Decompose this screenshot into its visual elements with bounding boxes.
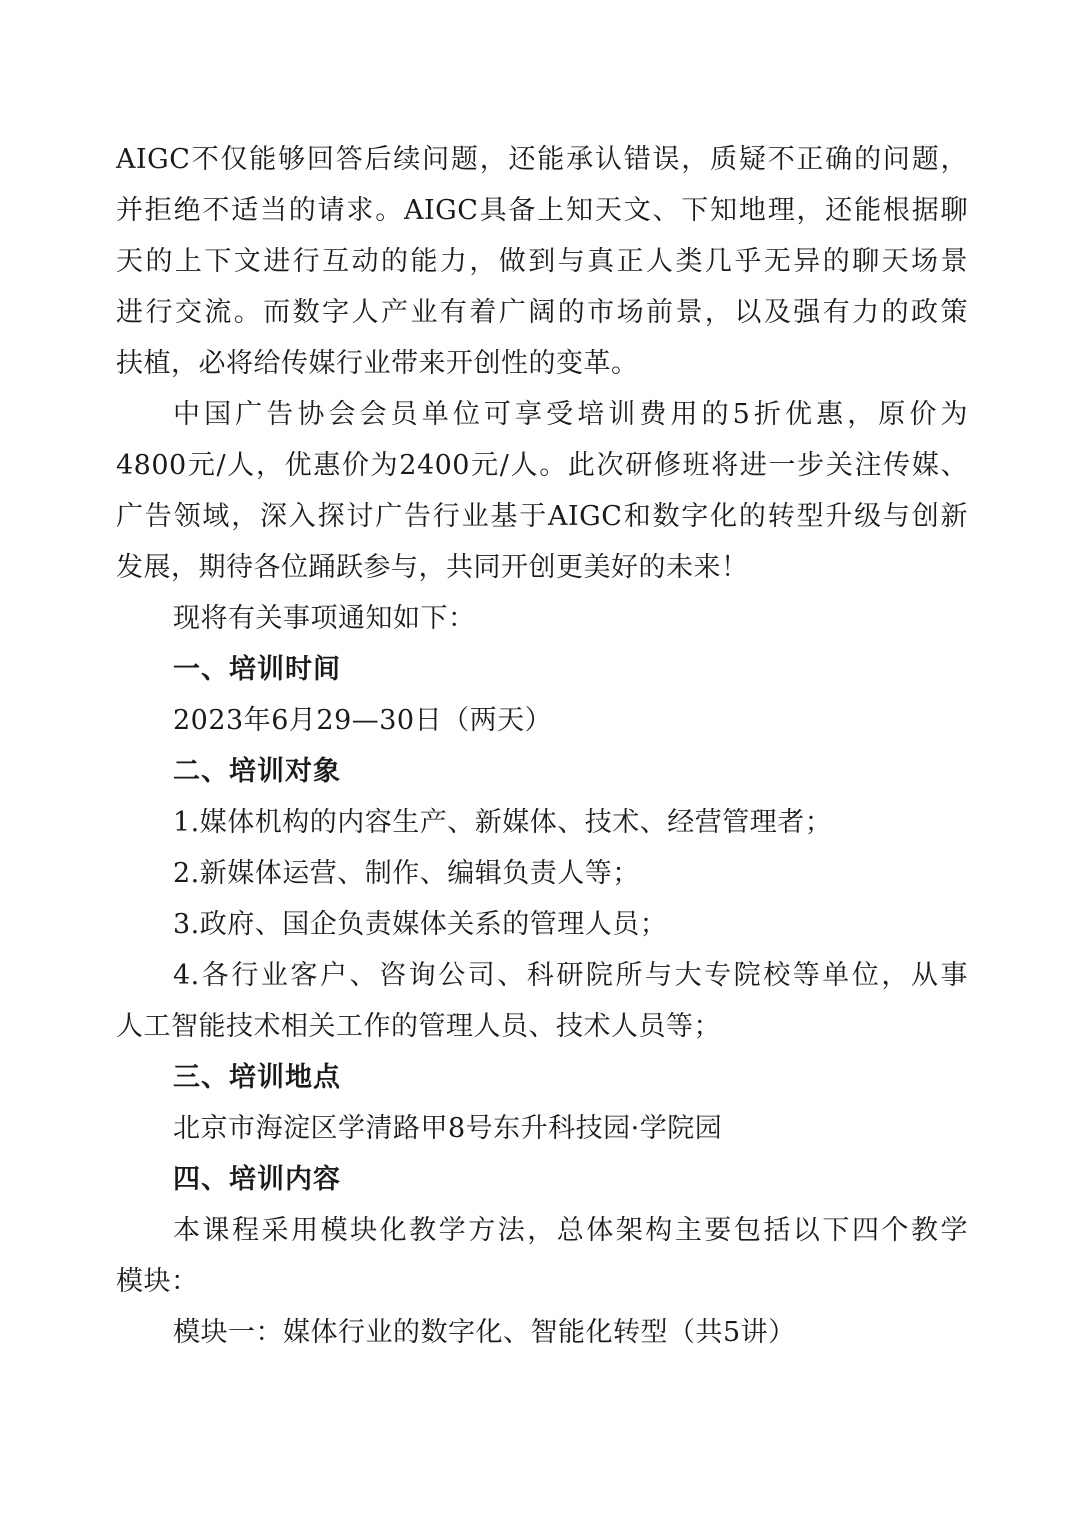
audience-item: 4.各行业客户、咨询公司、科研院所与大专院校等单位，从事 — [173, 960, 968, 991]
module-item: 模块一：媒体行业的数字化、智能化转型（共5讲） — [173, 1317, 796, 1348]
paragraph-line: AIGC不仅能够回答后续问题，还能承认错误，质疑不正确的问题， — [116, 144, 968, 175]
content-intro-line: 模块： — [116, 1266, 199, 1297]
audience-item: 1.媒体机构的内容生产、新媒体、技术、经营管理者； — [173, 807, 833, 838]
section-heading-time: 一、培训时间 — [173, 654, 341, 685]
paragraph-line: 4800元/人，优惠价为2400元/人。此次研修班将进一步关注传媒、 — [116, 450, 968, 481]
audience-item-continuation: 人工智能技术相关工作的管理人员、技术人员等； — [116, 1011, 721, 1042]
section-heading-audience: 二、培训对象 — [173, 756, 341, 787]
training-time: 2023年6月29—30日（两天） — [173, 705, 553, 736]
audience-item: 3.政府、国企负责媒体关系的管理人员； — [173, 909, 668, 940]
paragraph-line: 天的上下文进行互动的能力，做到与真正人类几乎无异的聊天场景 — [116, 246, 968, 277]
training-location: 北京市海淀区学清路甲8号东升科技园·学院园 — [173, 1113, 723, 1144]
paragraph-line: 扶植，必将给传媒行业带来开创性的变革。 — [116, 348, 639, 379]
paragraph-line: 中国广告协会会员单位可享受培训费用的5折优惠，原价为 — [173, 399, 968, 430]
paragraph-line: 并拒绝不适当的请求。AIGC具备上知天文、下知地理，还能根据聊 — [116, 195, 968, 226]
notice-intro: 现将有关事项通知如下： — [173, 603, 476, 634]
paragraph-line: 广告领域，深入探讨广告行业基于AIGC和数字化的转型升级与创新 — [116, 501, 968, 532]
audience-item: 2.新媒体运营、制作、编辑负责人等； — [173, 858, 640, 889]
content-intro-line: 本课程采用模块化教学方法，总体架构主要包括以下四个教学 — [173, 1215, 968, 1246]
section-heading-content: 四、培训内容 — [173, 1164, 341, 1195]
paragraph-line: 进行交流。而数字人产业有着广阔的市场前景，以及强有力的政策 — [116, 297, 968, 328]
document-page — [116, 134, 968, 1358]
paragraph-line: 发展，期待各位踊跃参与，共同开创更美好的未来！ — [116, 552, 749, 583]
section-heading-location: 三、培训地点 — [173, 1062, 341, 1093]
